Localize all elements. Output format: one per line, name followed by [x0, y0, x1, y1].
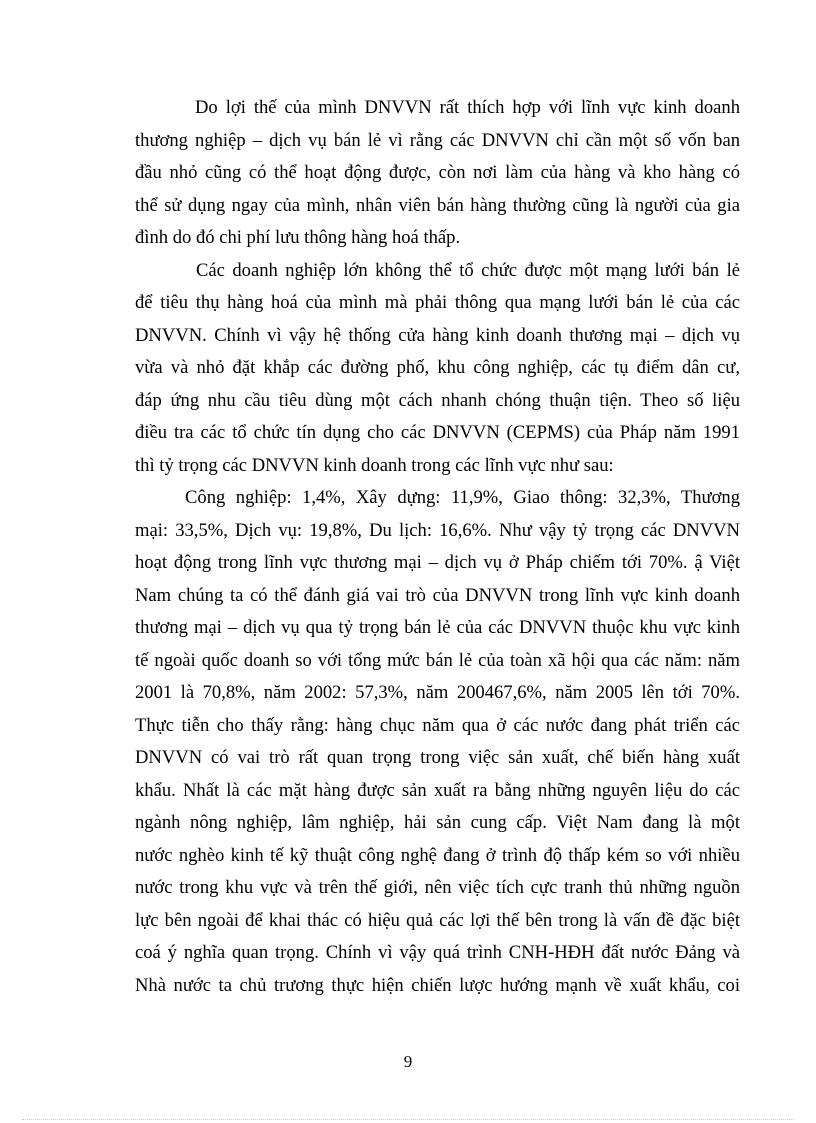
text-line: tế ngoài quốc doanh so với tổng mức bán lẻ của toàn xã hội qua các năm: năm [135, 649, 740, 671]
text-line: đình do đó chi phí lưu thông hàng hoá thấp. [135, 227, 461, 248]
text-line: DNVVN có vai trò rất quan trọng trong việc sản xuất, chế biến hàng xuất [135, 747, 740, 768]
text-line: thương mại – dịch vụ qua tỷ trọng bán lẻ của các DNVVN thuộc khu vực kinh [135, 617, 740, 638]
text-line: nước nghèo kinh tế kỹ thuật công nghệ đang ở trình độ thấp kém so với nhiều [135, 844, 740, 866]
text-line: Do lợi thế của mình DNVVN rất thích hợp với lĩnh vực kinh doanh [195, 97, 740, 118]
paragraph-3 [135, 482, 740, 1002]
text-line: mại: 33,5%, Dịch vụ: 19,8%, Du lịch: 16,6%. Như vậy tỷ trọng các DNVVN [135, 519, 740, 541]
text-line: điều tra các tổ chức tín dụng cho các DNVVN (CEPMS) của Pháp năm 1991 [135, 422, 740, 443]
text-line: thì tỷ trọng các DNVVN kinh doanh trong các lĩnh vực như sau: [135, 454, 614, 476]
text-line: đáp ứng nhu cầu tiêu dùng một cách nhanh chóng thuận tiện. Theo số liệu [135, 389, 740, 411]
text-line: hoạt động trong lĩnh vực thương mại – dịch vụ ở Pháp chiếm tới 70%. ậ Việt [135, 552, 740, 573]
text-line: ngành nông nghiệp, lâm nghiệp, hải sản cung cấp. Việt Nam đang là một [135, 812, 740, 833]
text-line: thể sử dụng ngay của mình, nhân viên bán hàng thường cũng là người của gia [135, 194, 740, 216]
text-line: vừa và nhỏ đặt khắp các đường phố, khu công nghiệp, các tụ điểm dân cư, [135, 357, 740, 378]
text-line: thương nghiệp – dịch vụ bán lẻ vì rằng các DNVVN chỉ cần một số vốn ban [135, 129, 740, 151]
text-line: coá ý nghĩa quan trọng. Chính vì vậy quá trình CNH-HĐH đất nước Đảng và [135, 942, 740, 963]
text-line: Nhà nước ta chủ trương thực hiện chiến lược hướng mạnh về xuất khẩu, coi [135, 974, 740, 996]
text-line: DNVVN. Chính vì vậy hệ thống cửa hàng kinh doanh thương mại – dịch vụ [135, 324, 740, 346]
paragraph-2 [135, 255, 740, 483]
text-line: để tiêu thụ hàng hoá của mình mà phải thông qua mạng lưới bán lẻ của các [135, 292, 740, 313]
page-number: 9 [403, 1052, 413, 1071]
text-line: Công nghiệp: 1,4%, Xây dựng: 11,9%, Giao thông: 32,3%, Thương [185, 487, 740, 508]
paragraph-1 [135, 92, 740, 255]
page-bottom-divider [22, 1119, 794, 1120]
text-line: Nam chúng ta có thể đánh giá vai trò của DNVVN trong lĩnh vực kinh doanh [135, 584, 740, 606]
text-line: nước trong khu vực và trên thế giới, nên việc tích cực tranh thủ những nguồn [135, 877, 740, 898]
text-line: khẩu. Nhất là các mặt hàng được sản xuất ra bằng những nguyên liệu do các [135, 779, 740, 801]
text-line: đầu nhỏ cũng có thể hoạt động được, còn nơi làm của hàng và kho hàng có [135, 162, 740, 183]
text-line: lực bên ngoài để khai thác có hiệu quả các lợi thế bên trong là vấn đề đặc biệt [135, 909, 740, 931]
text-line: Thực tiễn cho thấy rằng: hàng chục năm qua ở các nước đang phát triển các [135, 714, 740, 736]
text-line: 2001 là 70,8%, năm 2002: 57,3%, năm 200467,6%, năm 2005 lên tới 70%. [135, 682, 740, 703]
text-line: Các doanh nghiệp lớn không thể tổ chức được một mạng lưới bán lẻ [196, 259, 740, 281]
body-text [135, 92, 740, 1002]
